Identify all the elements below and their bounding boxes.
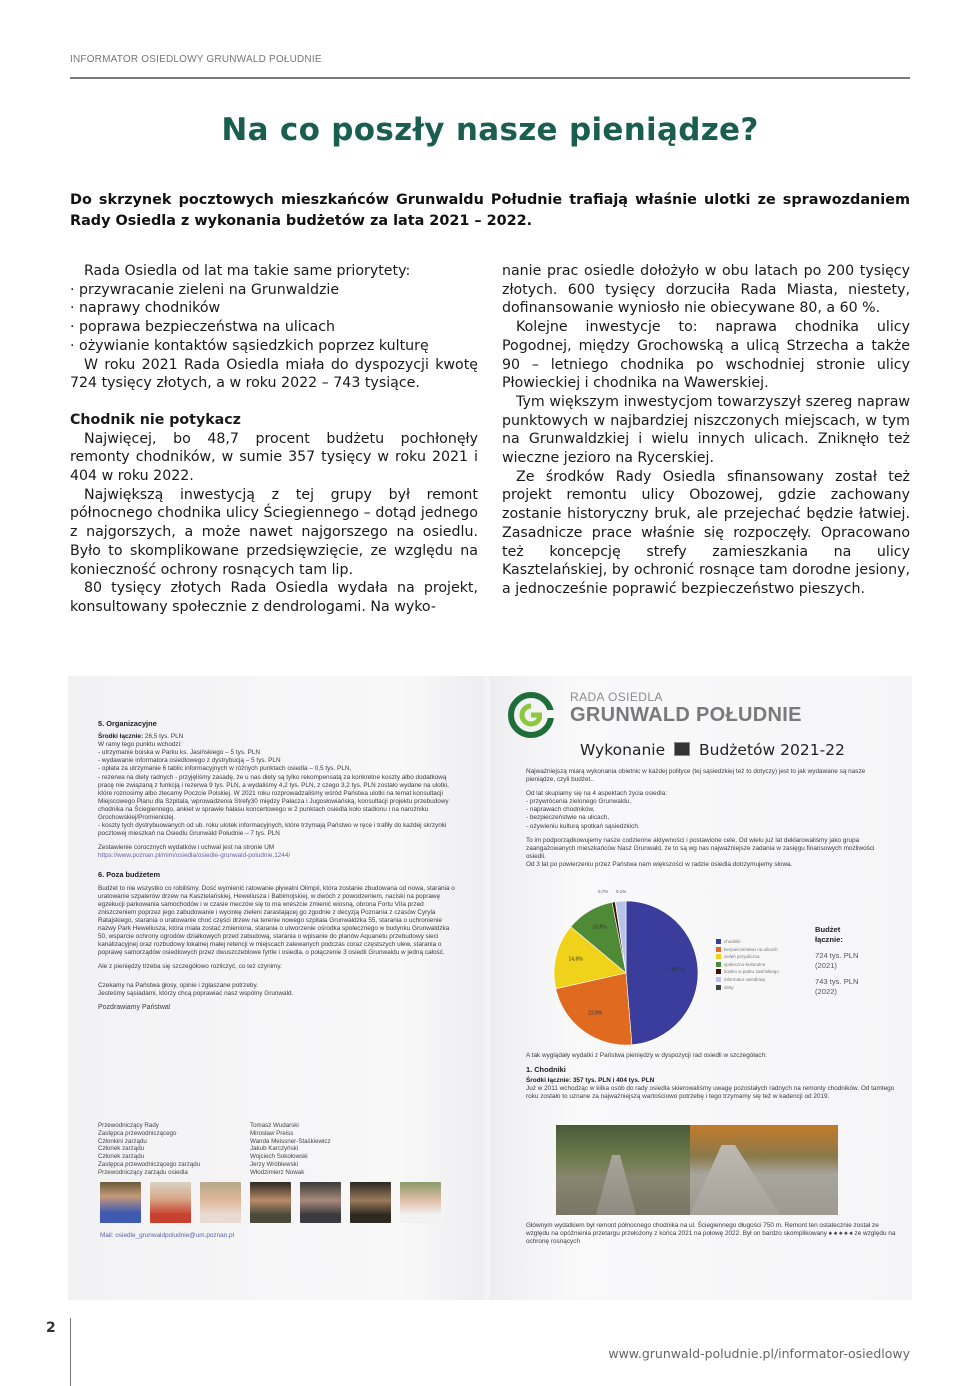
- budget-2022: 743 tys. PLN (2022): [815, 977, 859, 996]
- paragraph: Tym większym inwestycjom towarzyszył szereg napraw punktowych w najbardziej niszczonych miejscach, w tym na Grunwaldzkiej i wielu innych ulicach. Zniknęło też wieczne jezioro na Rycerskiej.: [502, 393, 910, 467]
- paragraph: Największą inwestycją z tej grupy był remont północnego chodnika ulicy Ściegiennego – dotąd jednego z najgorszych, a może nawet najgorszego na osiedlu. Było to skomplikowane przedsięwzięcie, ze względu na konieczność ochrony rosnących tam lip.: [70, 486, 478, 578]
- page-number: 2: [46, 1320, 56, 1336]
- summary-line: Zestawienie corocznych wydatków i uchwał jest na stronie UM: [98, 844, 275, 852]
- total-value: 26,5 tys. PLN: [144, 733, 184, 741]
- section-title: 5. Organizacyjne: [98, 719, 157, 728]
- legend-swatch: [716, 977, 721, 982]
- total-label: Środki łącznie:: [98, 733, 144, 741]
- priorities-intro: Rada Osiedla od lat ma takie same priorytety:: [84, 263, 411, 279]
- role: Przewodniczący Rady: [98, 1122, 159, 1129]
- pie-legend: [716, 938, 779, 991]
- role: Członek zarządu: [98, 1145, 145, 1153]
- leaflet-section5: [98, 720, 458, 1012]
- member-name: Jerzy Wróblewski: [250, 1160, 299, 1168]
- paragraph: Najwięcej, bo 48,7 procent budżetu pochłonęły remonty chodników, w sumie 357 tysięcy w roku 2021 i 404 w roku 2022.: [70, 430, 478, 485]
- legend-label: diety: [724, 984, 734, 990]
- legend-item: [716, 968, 779, 976]
- member-name: Wanda Meissner-Staśkiewicz: [250, 1137, 331, 1145]
- member-name: Wojciech Sokołowski: [250, 1153, 308, 1161]
- member-photo: [150, 1182, 191, 1223]
- legend-label: informator osiedlowy: [724, 976, 766, 982]
- legend-item: [716, 976, 779, 984]
- section-total: Środki łącznie: 357 tys. PLN i 404 tys. PLN: [526, 1077, 655, 1085]
- member-photo: [200, 1182, 241, 1223]
- role: Członek zarządu: [98, 1153, 145, 1161]
- priority-item: · poprawa bezpieczeństwa na ulicach: [70, 319, 335, 336]
- legend-label: zieleń przyuliczna: [724, 954, 760, 960]
- role: Członkini zarządu: [98, 1137, 147, 1145]
- legend-item: [716, 938, 779, 946]
- budget-label: Budżet łącznie:: [815, 925, 843, 944]
- paragraph: Kolejne inwestycje to: naprawa chodnika ulicy Pogodnej, między Grochowską a ulicą Strzecha a także 90 – letniego chodnika po wschodniej stronie ulicy Płowieckiej i chodnika na Wawerskiej.: [502, 319, 910, 392]
- legend-label: bezpieczeństwo na ulicach: [724, 946, 778, 952]
- qr-code-icon: [674, 742, 690, 756]
- leaflet-intro: [526, 768, 896, 869]
- para: To im podporządkowujemy nasze codzienne aktywności i postawione cele. Od wielu już lat deklarowaliśmy jako grupa zaangażowanych mieszkańców Nasz Grunwald, że to są wg nas najważniejsze zadania w zasięgu finansowych możliwości osiedli.: [526, 836, 875, 860]
- legend-swatch: [716, 985, 721, 990]
- contact-mail[interactable]: Mail: osiedle_grunwaldpoludnie@um.poznan.pl: [100, 1232, 235, 1239]
- pie-svg: [550, 897, 702, 1049]
- member-name: Jakub Karczyński: [250, 1145, 299, 1153]
- sidewalk-photo: [556, 1125, 838, 1215]
- pie-label-top-left: 0,7%: [598, 889, 609, 894]
- aspects-intro: Od lat skupiamy się na 4 aspektach życia osiedla:: [526, 790, 668, 798]
- line: - opłata za utrzymanie 6 tablic informacyjnych w różnych punktach osiedla – 0,5 tys. PLN,: [98, 765, 352, 773]
- invite-line: Czekamy na Państwa głosy, opinie i zgłaszane potrzeby.: [98, 981, 258, 989]
- member-photo: [250, 1182, 291, 1223]
- role: Zastępca przewodniczącego zarządu: [98, 1160, 201, 1168]
- aspect-item: - przywrócenia zielonego Grunwaldu,: [526, 798, 632, 806]
- council-names: [250, 1122, 400, 1177]
- budget-2021: 724 tys. PLN (2021): [815, 951, 859, 970]
- pie-slice-chodniki: [626, 901, 698, 1045]
- legend-label: chodniki: [724, 939, 741, 944]
- section-title: 6. Poza budżetem: [98, 869, 161, 879]
- aspect-item: - naprawach chodników,: [526, 806, 595, 814]
- section1-text: Już w 2011 wchodząc w kilka osób do rady osiedla skierowaliśmy uwagę pozostałych radnych na remonty chodników. Od tamtego roku zostało to uznane za najważniejszą wartościowo potrzebę i tego trzymamy się też w kadencji od 2019.: [526, 1085, 895, 1101]
- pie-value-label: 48,7%: [670, 966, 685, 973]
- section-subheading: Chodnik nie potykacz: [70, 411, 241, 428]
- invite-line: Jesteśmy sąsiadami, którzy chcą poprawiać nasz wspólny Grunwald.: [98, 989, 294, 997]
- member-photo: [400, 1182, 441, 1223]
- line: - koszty tych dystrybuowanych od ub. roku ulotek informacyjnych, które trzymają Państwo w ręce i trafiły do każdej skrzynki pocztowej mieszkań na Osiedlu Grunwald Południe – 7 tys. PLN: [98, 822, 447, 838]
- section-title: 1. Chodniki: [526, 1065, 566, 1075]
- role: Zastępca przewodniczącego: [98, 1129, 177, 1137]
- details-intro: A tak wyglądały wydatki z Państwa pieniędzy w dyspozycji rad osiedli w szczegółach:: [526, 1052, 767, 1059]
- pie-label-top-right: 0,1%: [616, 889, 627, 894]
- pie-value-label: 14,6%: [568, 956, 583, 963]
- aspect-item: - ożywieniu kulturą spotkań sąsiedzkich.: [526, 822, 640, 830]
- member-name: Tomasz Wudarski: [250, 1122, 299, 1129]
- pie-value-label: 10,8%: [592, 924, 607, 931]
- legend-item: [716, 953, 779, 961]
- line: - utrzymanie boiska w Parku ks. Jasińskiego – 5 tys. PLN: [98, 749, 260, 757]
- para: Od 3 lat po powierzeniu przez Państwa nam większości w radzie osiedla dotrzymujemy słowa.: [526, 860, 793, 868]
- legend-swatch: [716, 939, 721, 944]
- footer-rule: [70, 1318, 71, 1386]
- running-header: INFORMATOR OSIEDLOWY GRUNWALD POŁUDNIE: [70, 54, 322, 65]
- leaflet-title: [580, 741, 845, 759]
- article-lead: Do skrzynek pocztowych mieszkańców Grunwaldu Południe trafiają właśnie ulotki ze sprawozdaniem Rady Osiedla z wykonania budżetów za lata 2021 – 2022.: [70, 192, 910, 229]
- legend-swatch: [716, 947, 721, 952]
- title-suffix: Budżetów 2021-22: [699, 741, 845, 759]
- legend-item: [716, 961, 779, 969]
- photo-caption: Głównym wydatkiem był remont północnego chodnika na ul. Ściegiennego długości 750 m. Remont ten ostatecznie został ze względu na opóźnienia przetargu przełożony z końca 2021 na połowę 2022. Był on bardzo skomplikowany ♠ ♠ ♠ ♠ ♠ ze względu na ochronę rosnących: [526, 1222, 896, 1246]
- title-prefix: Wykonanie: [580, 741, 666, 759]
- member-photos: [100, 1182, 440, 1224]
- header-rule: [70, 77, 910, 79]
- paragraph: nanie prac osiedle dołożyło w obu latach po 200 tysięcy złotych. 600 tysięcy dorzuciła Rada Miasta, niestety, dofinansowanie wyniosło nie obiecywane 80, a 60 %.: [502, 263, 910, 317]
- section6-closing: Ale z pieniędzy trzeba się szczegółowo rozliczyć, co też czynimy.: [98, 963, 282, 971]
- intro-text: Najważniejszą miarą wykonania obietnic w każdej polityce (tej sąsiedzkiej też to dotyczy) jest to jak wydawane są nasze pieniądze, czyli budżet..: [526, 768, 866, 784]
- legend-item: [716, 984, 779, 992]
- right-column: [502, 262, 910, 599]
- priority-item: · naprawy chodników: [70, 300, 221, 317]
- member-name: Włodzimierz Nowak: [250, 1168, 305, 1176]
- footer-url[interactable]: www.grunwald-poludnie.pl/informator-osiedlowy: [608, 1346, 910, 1361]
- line: W ramy tego punktu wchodzi:: [98, 741, 182, 749]
- article-title: Na co poszły nasze pieniądze?: [221, 112, 759, 148]
- brand-title: GRUNWALD POŁUDNIE: [570, 704, 802, 726]
- budget-link[interactable]: https://www.poznan.pl/mim/osiedla/osiedle-grunwald-poludnie,1244/: [98, 852, 291, 860]
- paragraph: Ze środków Rady Osiedla sfinansowany został też projekt remontu ulicy Obozowej, gdzie zachowany zostanie historyczny bruk, ale przejechać będzie łatwiej. Zasadnicze prace właśnie się rozpoczęły. Opracowano też koncepcję strefy zamieszkania na ulicy Kasztelańskiej, by ochronić rosnące tam dorodne jesiony, a jednocześnie poprawić bezpieczeństwo pieszych.: [502, 468, 910, 597]
- pie-value-label: 22,8%: [588, 1010, 603, 1017]
- leaflet-details: [526, 1052, 896, 1101]
- member-name: Mirosław Preiss: [250, 1129, 294, 1137]
- member-photo: [350, 1182, 391, 1223]
- line: - rezerwa na diety radnych - przyjęliśmy zasadę, że u nas diety są tylko rekompensatą za konkretne koszty albo dodatkową pracę nie związaną z funkcją i rezerwa 9 tys. PLN, a wydaliśmy 4,2 tys. PLN, z czego 3,2 tys. PLN zostało wydane na ulotki, które roznosimy albo zlecamy Poczcie Polskiej. W 2021 roku rozprowadzaliśmy wśród Państwa ulotki na temat konsultacji Miejscowego Planu dla Szpitala, wprowadzenia Strefy30 między Pałacza i Jugosłowiańską, konsultacji projektu przebudowy chodnika na Ściegiennego, ankiet w sprawie hałasu koncertowego w 2 punktach osiedla koło stadionu i na narożniku Grochowskiej/Promienistej.: [98, 773, 449, 822]
- legend-swatch: [716, 969, 721, 974]
- greeting: Pozdrawiamy Państwa!: [98, 1003, 171, 1011]
- line: - wydawanie informatora osiedlowego z dystrybucją – 5 tys. PLN: [98, 757, 281, 765]
- legend-swatch: [716, 962, 721, 967]
- member-photo: [100, 1182, 141, 1223]
- priority-item: · ożywianie kontaktów sąsiedzkich poprzez kulturę: [70, 337, 429, 354]
- budget-summary: [815, 925, 865, 997]
- legend-item: [716, 946, 779, 954]
- legend-swatch: [716, 954, 721, 959]
- budget-paragraph: W roku 2021 Rada Osiedla miała do dyspozycji kwotę 724 tysięcy złotych, a w roku 2022 – 743 tysiące.: [70, 356, 478, 392]
- grunwald-logo-icon: [508, 692, 558, 742]
- role: Przewodniczący zarządu osiedla: [98, 1168, 188, 1176]
- council-roles: [98, 1122, 248, 1177]
- member-photo: [300, 1182, 341, 1223]
- priority-item: · przywracanie zieleni na Grunwaldzie: [70, 281, 340, 298]
- paragraph: 80 tysięcy złotych Rada Osiedla wydała na projekt, konsultowany społecznie z dendrologami. Na wyko-: [70, 580, 478, 615]
- section6-text: Budżet to nie wszystko co robiliśmy. Dość wymienić ratowanie pływalni Olimpii, która zostanie zbudowana od nowa, starania o uratowanie szpalerów drzew na Kasztelańskiej, Heweliusza i Babimojskiej, w dwóch z powodzeniem, naciski na poprawę egzekucji parkowania samochodów i w czasie meczów się to ma wreszcie zmienić wiosną, obrona Fortu VIIa przed zniszczeniem poprzez jego zabudowanie i wycinkę zieleni zarastającej go zgodnie z decyzją Poznania z czasów Cyryla Ratajskiego, starania o uratowanie choć części drzew na terenie nowego szpitala Grunwaldzka 55, starania o uchronienie nazwy Park Heweliusza, która miała zostać zmieniona, starania o utworzenie ośrodka społecznego w budynku Grunwaldzka 50, wsparcie ochrony ogrodów działkowych przed zabudową, starania o wpisanie do planów Aquanetu przebudowy sieci kanalizacyjnej oraz rozbudowy lokalnej małej retencji w miejscach zalewanych podczas coraz częstszych ulew, starania o poprawę samorządów osiedlowych przez dwuszczeblowe fyrtle i osiedla, o połączenie 3 osiedli Grunwaldu w jedną całość.: [98, 884, 455, 957]
- legend-label: społeczno-kulturalne: [724, 961, 766, 967]
- aspect-item: - bezpieczeństwie na ulicach,: [526, 814, 610, 822]
- left-column: [70, 262, 478, 617]
- legend-label: boisko w parku Jasińskiego: [724, 969, 779, 975]
- brand-subtitle: RADA OSIEDLA: [570, 690, 663, 704]
- budget-pie-chart: [550, 897, 702, 1049]
